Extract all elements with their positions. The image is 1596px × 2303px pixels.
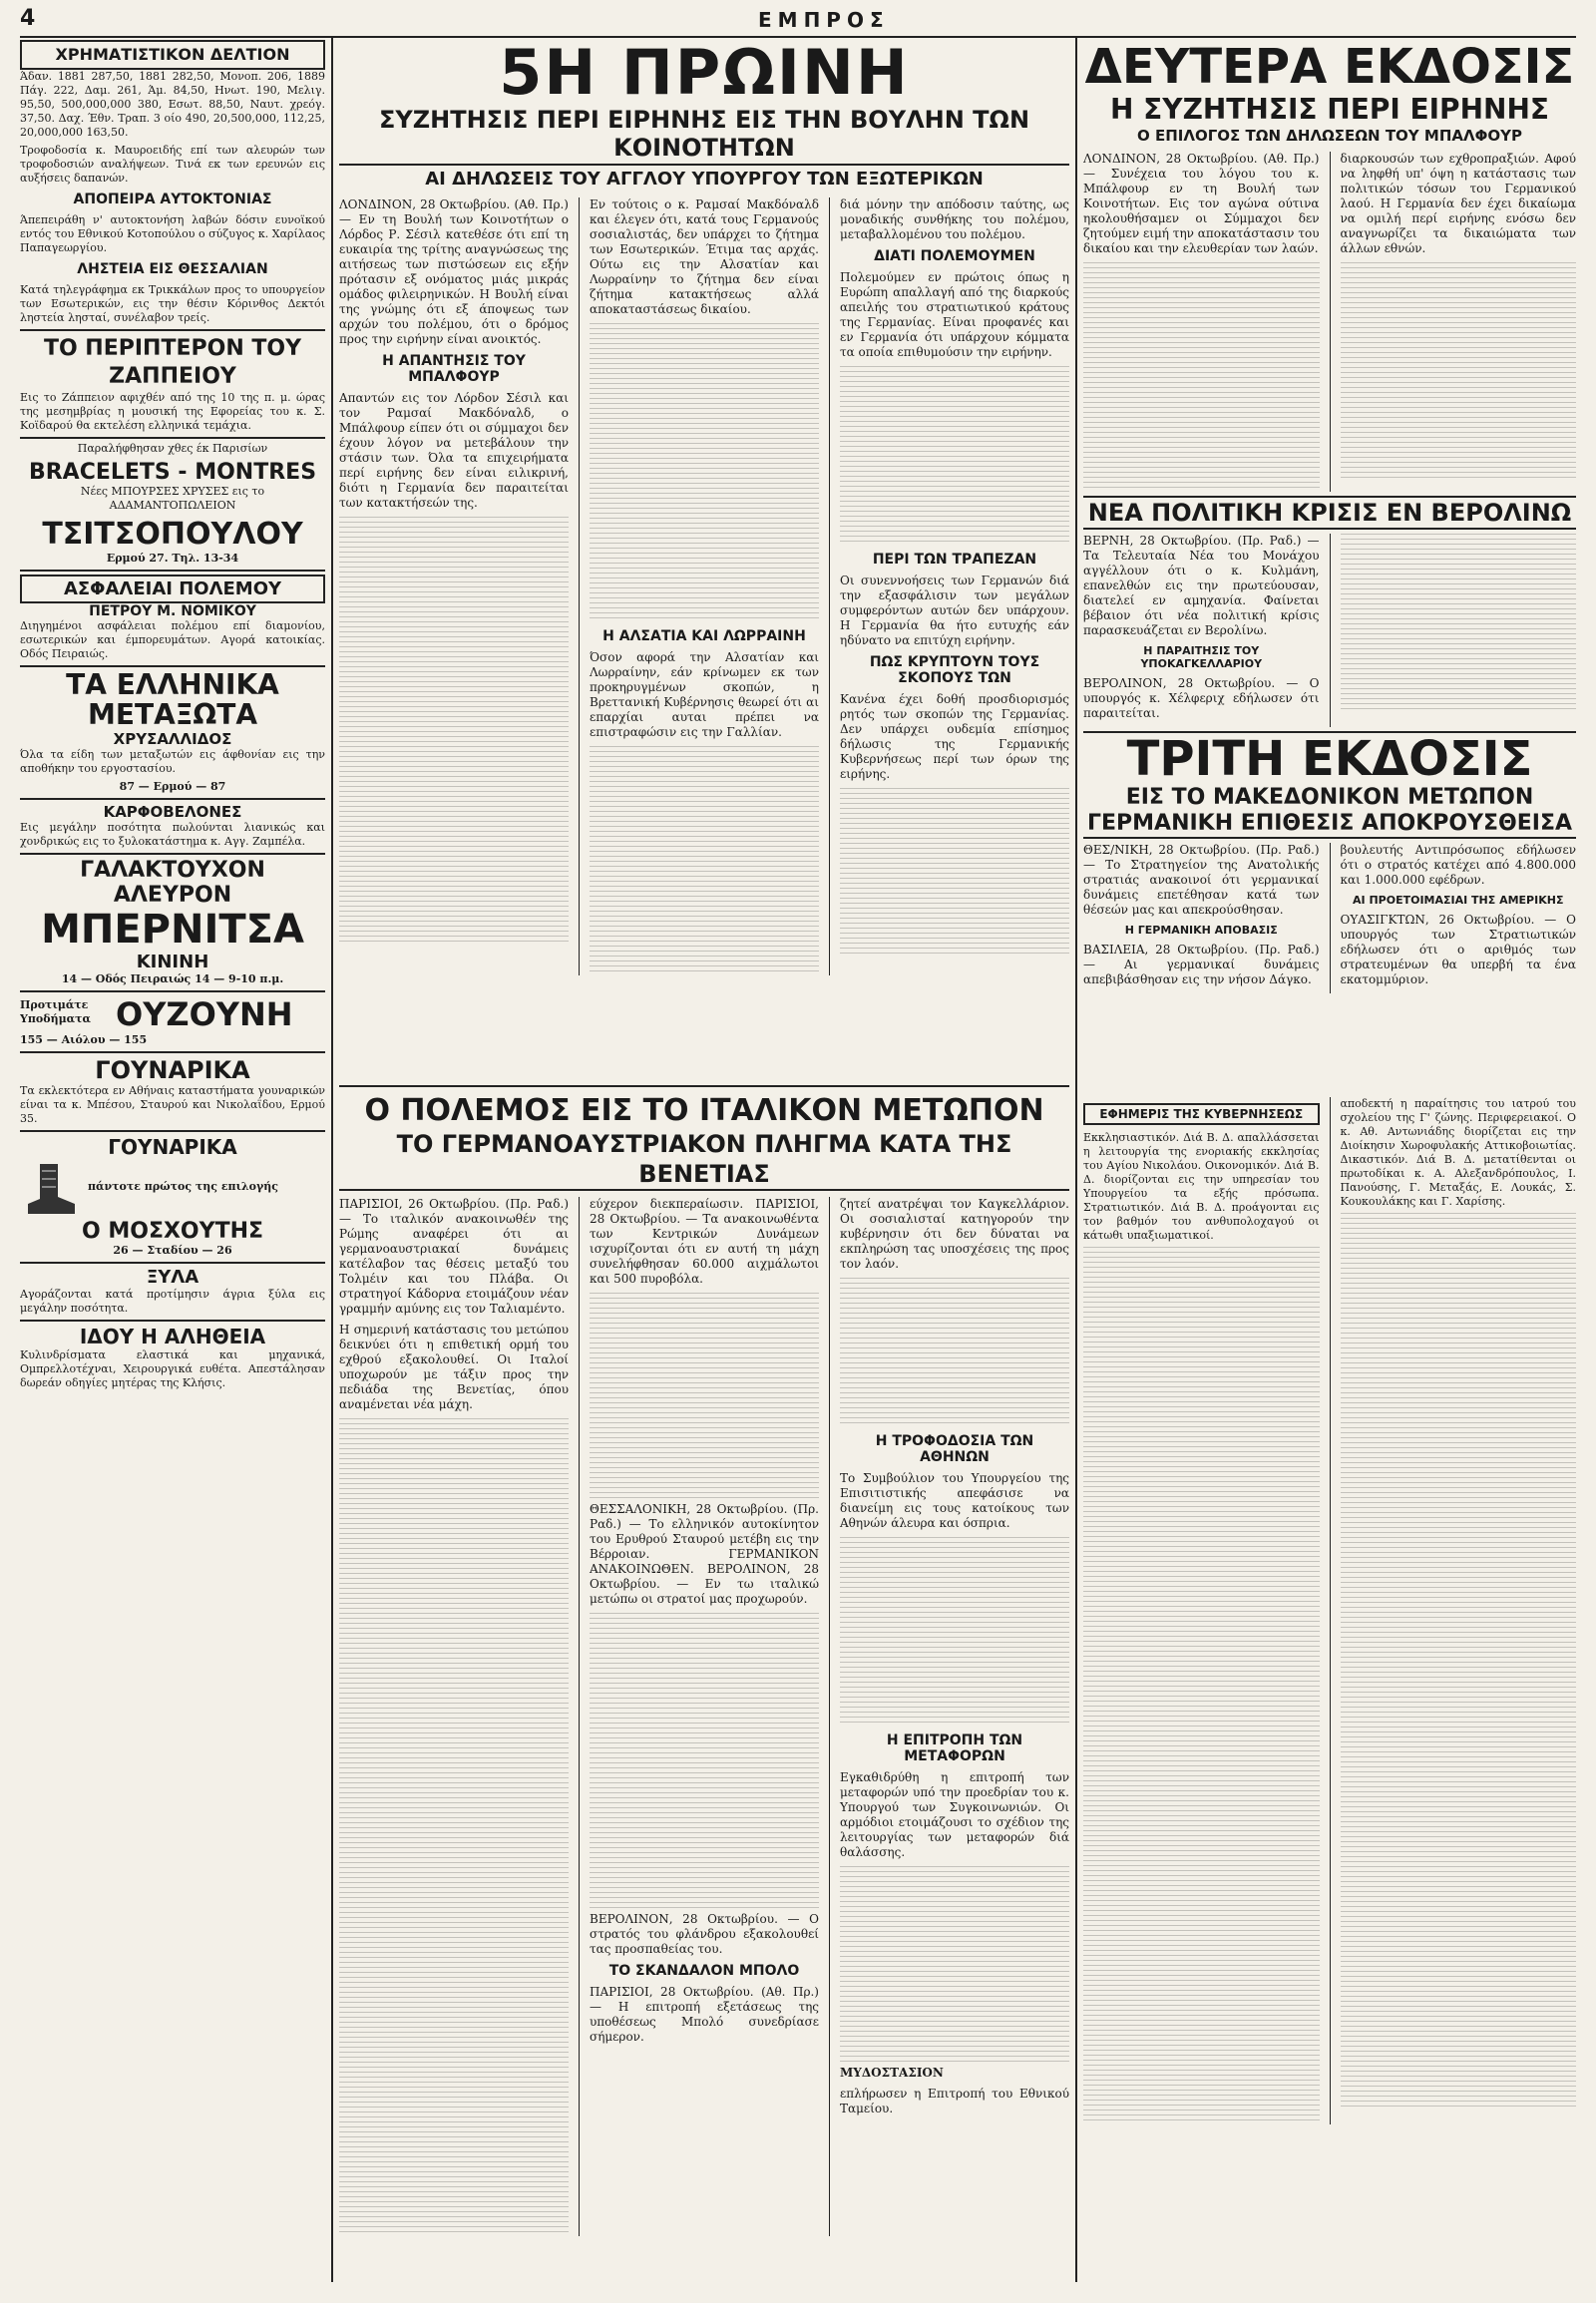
right-top [1083,40,1576,1097]
ad-insurance [20,570,325,661]
front-text: ΘΕΣ/ΝΙΚΗ, 28 Οκτωβρίου. (Πρ. Ραδ.) — Το Στρατηγείον της Ανατολικής στρατιάς ανακοινοί ότι γερμανικαί δυνάμεις επετέθησαν κατά των θέσεών μας και απεκρούσθησαν. [1083,843,1320,917]
ad-milk-brand: ΜΠΕΡΝΙΤΣΑ [41,907,304,953]
center-col3-text1: Πολεμούμεν εν πρώτοις όπως η Ευρώπη απαλλαγή από της διαρκούς απειλής του στρατιωτικού κράτους της Γερμανίας. Είναι προφανές και εν Γερμανία ότι υπάρχουν κόμματα τα οποία επιθυμούσιν την ειρήνην. [840,270,1069,359]
ad-insurance-text: Διηγημένοι ασφάλειαι πολέμου επί διαμονίου, εσωτερικών και έμπορευμάτων. Αγορά κατοικίας. Οδός Πειραιώς. [20,619,325,660]
brief-text: Τροφοδοσία κ. Μαυροειδής επί των αλευρών των τροφοδοσιών αναλήψεων. Τινά εκ των ερευνών εις αυξήσεις δαπανών. [20,144,325,185]
front-text2: βουλευτής Αντιπρόσωπος εδήλωσεν ότι ο στρατός κατέχει από 4.800.000 και 1.000.000 εφέδρων. [1340,843,1576,887]
paper-name: ΕΜΠΡΟΣ [758,8,890,32]
ad-bracelets-text: Νέες ΜΠΟΥΡΣΕΣ ΧΡΥΣΕΣ εις το ΑΔΑΜΑΝΤΟΠΩΛΕΙΟΝ [80,485,265,512]
page-number: 4 [20,6,42,31]
zappeion-text: Εις το Ζάππειον αφιχθέν από της 10 της π. μ. ώρας της μεσημβρίας η μουσική της Εφορείας του κ. Σ. Κοϊδαρού θα εκτελέση ελληνικά τεμάχια. [20,391,325,432]
robbery-text: Κατά τηλεγράφημα εκ Τρικκάλων προς το υπουργείον των Εσωτερικών, εις την θέσιν Κόρινθος Δεκτόι ληστεία λησταί, συνέλαβον τρείς. [20,283,325,324]
ad-wood-text: Αγοράζονται κατά προτίμησιν άγρια ξύλα εις μεγάλην ποσότητα. [20,1288,325,1315]
text-filler [840,1866,1069,2066]
ad-silks-address: 87 — Ερμού — 87 [119,780,226,793]
front-title: ΕΙΣ ΤΟ ΜΑΚΕΔΟΝΙΚΟΝ ΜΕΤΩΠΟΝ [1125,785,1534,810]
crisis-text: ΒΕΡΝΗ, 28 Οκτωβρίου. (Πρ. Ραδ.) — Τα Τελευταία Νέα του Μονάχου αγγέλλουν ότι ο κ. Κυλμάνη, επανελθών εις την πρωτεύουσαν, διατελεί εν αμηχανία. Φαίνεται βέβαιον ότι νέα πολιτική κρίσις παρασκευάζεται εν Βερολίνω. [1083,534,1320,637]
text-filler [840,1537,1069,1727]
center-col2-text: Εν τούτοις ο κ. Ραμσαί Μακδόναλδ και έλεγεν ότι, κατά τους Γερμανούς σοσιαλιστάς, δεν υπάρχει το ζήτημα των Εσωτερικών. Έτιμα τας αρχάς. Ούτω εις την Αλσατίαν και Λωρραίνην το ζήτημα δεν είναι ζήτημα κατακτήσεως αλλά αποκαταστάσεως δικαίου. [590,197,819,316]
gazette-title: ΕΦΗΜΕΡΙΣ ΤΗΣ ΚΥΒΕΡΝΗΣΕΩΣ [1083,1103,1320,1125]
gazette-text2: αποδεκτή η παραίτησις του ιατρού του σχολείου της Γ' ζώνης. Περιφερειακοί. Ο κ. Αθ. Αντωνιάδης διορίζεται εις την Διοίκησιν Χωροφυλακής Αττικοβοιωτίας. Δικαστικόν. Διά Β. Δ. μετατίθενται οι πρωτοδίκαι κ. Α. Αλεξανδρόπουλος, Ι. Πανούσης, Γ. Μεταξάς, Ε. Λουκάς, Σ. Κουκουλάκης και Γ. Χαρίσης. [1340,1097,1576,1208]
center-columns [339,197,1069,975]
italian-front-banner: Ο ΠΟΛΕΜΟΣ ΕΙΣ ΤΟ ΙΤΑΛΙΚΟΝ ΜΕΤΩΠΟΝ [364,1093,1044,1128]
center-top [339,40,1069,1077]
ad-bracelets-note: Παραλήφθησαν χθες έκ Παρισίων [77,442,268,455]
text-filler [339,1418,569,2236]
ad-shoes-left: Προτιμάτε Υποδήματα [20,998,91,1025]
ad-bracelets-address: Ερμού 27. Τηλ. 13-34 [106,552,239,565]
ad-furs2-address: 26 — Σταδίου — 26 [113,1244,232,1257]
ad-insurance-title: ΑΣΦΑΛΕΙΑΙ ΠΟΛΕΜΟΥ [20,575,325,603]
ad-pins [20,798,325,849]
zappeion-title: ΤΟ ΠΕΡΙΠΤΕΡΟΝ ΤΟΥ ΖΑΠΠΕΙΟΥ [20,329,325,391]
text-filler [339,517,569,946]
main-headline: ΣΥΖΗΤΗΣΙΣ ΠΕΡΙ ΕΙΡΗΝΗΣ ΕΙΣ ΤΗΝ ΒΟΥΛΗΝ ΤΩΝ ΚΟΙΝΟΤΗΤΩΝ [339,106,1069,166]
ad-silks-text: Όλα τα είδη των μεταξωτών εις άφθονίαν εις την αποθήκην του εργοστασίου. [20,748,325,775]
center-col-2 [590,197,819,975]
center-col2-text2: Όσον αφορά την Αλσατίαν και Λωρραίνην, εάν κρίνωμεν εκ των προκηρυγμένων σκοπών, η Βρεττανική Κυβέρνησις θεωρεί ότι αι επαρχίαι αυται πρέπει να επιστραφώσιν εις την Γαλλίαν. [590,650,819,739]
ad-wood [20,1262,325,1316]
ad-wood-title: ΞΥΛΑ [146,1267,200,1288]
ad-shoes-address: 155 — Αιόλου — 155 [20,1033,148,1046]
market-title: ΧΡΗΜΑΤΙΣΤΙΚΟΝ ΔΕΛΤΙΟΝ [20,40,325,70]
center-bottom [339,1093,1069,2284]
naval-head: Η ΓΕΡΜΑΝΙΚΗ ΑΠΟΒΑΣΙΣ [1124,924,1278,937]
second-edition-sub: Ο ΕΠΙΛΟΓΟΣ ΤΩΝ ΔΗΛΩΣΕΩΝ ΤΟΥ ΜΠΑΛΦΟΥΡ [1137,127,1522,145]
ad-pins-title: ΚΑΡΦΟΒΕΛΟΝΕΣ [103,803,242,821]
ad-shoes-name: ΟΥΖΟΥΝΗ [116,995,293,1033]
text-filler [1341,262,1577,482]
crisis-title: ΝΕΑ ΠΟΛΙΤΙΚΗ ΚΡΙΣΙΣ ΕΝ ΒΕΡΟΛΙΝΩ [1083,496,1576,530]
center-col-3 [840,197,1069,975]
italian-col2: εύχερον διεκπεραίωσιν. ΠΑΡΙΣΙΟΙ, 28 Οκτωβρίου. — Τα ανακοινωθέντα των Κεντρικών Δυνάμεων ισχυρίζονται ότι εν αυτή τη μάχη συνελήφθησαν 60.000 αιχμάλωτοι και 500 πυροβόλα. [590,1197,819,1286]
boot-illustration-icon [20,1159,80,1219]
ad-furs2-name: Ο ΜΟΣΧΟΥΤΗΣ [81,1219,264,1244]
third-edition-title: ΤΡΙΤΗ ΕΚΔΟΣΙΣ [1083,731,1576,785]
naval-text: ΒΑΣΙΛΕΙΑ, 28 Οκτωβρίου. (Πρ. Ραδ.) — Αι γερμανικαί δυνάμεις απεβιβάσθησαν εις την νήσον Δάγκο. [1083,943,1320,986]
athens-supply-head: Η ΤΡΟΦΟΔΟΣΙΑ ΤΩΝ ΑΘΗΝΩΝ [875,1433,1034,1465]
text-filler [590,323,819,622]
ad-pins-text: Εις μεγάλην ποσότητα πωλούνται λιανικώς και χονδρικώς εις το ξυλοκατάστημα κ. Αγγ. Ζαμπέλα. [20,821,325,848]
text-filler [840,1278,1069,1427]
ad-truth-title: ΙΔΟΥ Η ΑΛΗΘΕΙΑ [79,1325,266,1348]
market-text: Άδαν. 1881 287,50, 1881 282,50, Μονοπ. 206, 1889 Πάγ. 222, Δαμ. 261, Άμ. 84,50, Ηνωτ. 190, Μελιγ. 95,50, 500,000,000 380, Εσωτ. 88,50, Ναυτ. χρεόγ. 37,50. Δαχ. Έθν. Τραπ. 3 οίο 490, 20,500,000, 112,25, 20,000,000 163,50. [20,70,325,139]
ad-silks-title: ΤΑ ΕΛΛΗΝΙΚΑ ΜΕΤΑΞΩΤΑ [66,668,279,731]
ad-milk-address: 14 — Οδός Πειραιώς 14 — 9-10 π.μ. [61,972,284,985]
ad-truth [20,1320,325,1390]
center-col1-head: Η ΑΠΑΝΤΗΣΙΣ ΤΟΥ ΜΠΑΛΦΟΥΡ [382,353,526,385]
column-divider [331,38,333,2282]
italian-col1: ΠΑΡΙΣΙΟΙ, 26 Οκτωβρίου. (Πρ. Ραδ.) — Το ιταλικόν ανακοινωθέν της Ρώμης αναφέρει ότι αι γερμανοαυστριακαί δυνάμεις κατέλαβον τας θέσεις μεταξύ του Τολμέιν και του Πλάβα. Οι στρατηγοί Κάδορνα ετοιμάζουν νέαν γραμμήν αμύνης εις τον Ταλιαμέντο. [339,1197,569,1316]
center-col2-head: Η ΑΛΣΑΤΙΑ ΚΑΙ ΛΩΡΡΑΙΝΗ [602,628,806,644]
center-col1-text2: Απαντών εις τον Λόρδον Σέσιλ και τον Ραμσαί Μακδόναλδ, ο Μπάλφουρ είπεν ότι οι σύμμαχοι δεν έχουν λόγον να μετεβάλουν την στάσιν των. Όλα τα επιχειρήματα περί ειρήνης δεν είναι ειλικρινή, διότι η Γερμανία δεν παραιτείται των κατακτήσεών της. [339,391,569,510]
center-col3-text2: Οι συνεννοήσεις των Γερμανών διά την εξασφάλισιν των μεγάλων συμφερόντων αυτών δεν υπάρχουν. Η Γερμανία θα ήτο ευτυχής εάν ηδύνατο να επιτύχη ειρήνην. [840,574,1069,647]
italian-col2c: ΒΕΡΟΛΙΝΟΝ, 28 Οκτωβρίου. — Ο στρατός του φλάνδρου εξακολουθεί τας προσπαθείας του. [590,1912,819,1956]
center-col3-head3: ΠΩΣ ΚΡΥΠΤΟΥΝ ΤΟΥΣ ΣΚΟΠΟΥΣ ΤΩΝ [869,654,1040,686]
text-filler [1341,534,1577,713]
crisis-head2: Η ΠΑΡΑΙΤΗΣΙΣ ΤΟΥ ΥΠΟΚΑΓΚΕΛΛΑΡΙΟΥ [1140,644,1263,670]
ad-milk-title: ΓΑΛΑΚΤΟΥΧΟΝ ΑΛΕΥΡΟΝ [80,858,265,908]
text-filler [1083,1247,1320,2124]
center-col3-head1: ΔΙΑΤΙ ΠΟΛΕΜΟΥΜΕΝ [874,248,1035,264]
mydostasion-head: ΜΥΔΟΣΤΑΣΙΟΝ [840,2066,944,2080]
america-text: ΟΥΑΣΙΓΚΤΩΝ, 26 Οκτωβρίου. — Ο υπουργός των Στρατιωτικών εδήλωσεν ότι ο αριθμός των στρατευμένων θα υπερβή τα ένα εκατομμύριον. [1340,913,1576,986]
robbery-title: ΛΗΣΤΕΙΑ ΕΙΣ ΘΕΣΣΑΛΙΑΝ [77,261,268,277]
ad-furs-1 [20,1051,325,1126]
sub-headline: ΑΙ ΔΗΛΩΣΕΙΣ ΤΟΥ ΑΓΓΛΟΥ ΥΠΟΥΡΓΟΥ ΤΩΝ ΕΞΩΤΕΡΙΚΩΝ [425,169,984,190]
ad-milk-sub: ΚΙΝΙΝΗ [136,952,209,972]
center-col3-text3: Κανένα έχει δοθή προσδιορισμός ρητός των σκοπών της Γερμανίας. Δεν υπάρχει ουδεμία επίσημος δήλωσις της Γερμανικής Κυβερνήσεως περί των όρων της ειρήνης. [840,692,1069,781]
gazette-text: Εκκλησιαστικόν. Διά Β. Δ. απαλλάσσεται η λειτουργία της ενοριακής εκκλησίας του Αγίου Νικολάου. Οικονομικόν. Διά Β. Δ. διορίζονται εις την υπηρεσίαν του Υπουργείου τα εξής πρόσωπα. Στρατιωτικόν. Διά Β. Δ. προάγονται εις τον βαθμόν του ανθυπολοχαγού οι κάτωθι υπαξιωματικοί. [1083,1131,1320,1242]
italian-col3: ζητεί ανατρέψαι τον Καγκελλάριον. Οι σοσιαλισταί κατηγορούν την κυβέρνησιν ότι δεν δύναται να εκπληρώση τας υποσχέσεις της προς τον λαόν. [840,1197,1069,1271]
athens-supply-text: Το Συμβούλιον του Υπουργείου της Επισιτιστικής απεφάσισε να διανείμη εις τους κατοίκους των Αθηνών άλευρα και όσπρια. [840,1471,1069,1530]
text-filler [590,746,819,975]
italian-col2d: ΠΑΡΙΣΙΟΙ, 28 Οκτωβρίου. (Αθ. Πρ.) — Η επιτροπή εξετάσεως της υποθέσεως Μπολό συνεδρίασε σήμερον. [590,1985,819,2044]
front-headline: ΓΕΡΜΑΝΙΚΗ ΕΠΙΘΕΣΙΣ ΑΠΟΚΡΟΥΣΘΕΙΣΑ [1083,811,1576,839]
text-filler [590,1613,819,1912]
ad-furs2-text: πάντοτε πρώτος της επιλογής [88,1180,278,1193]
bolo-head: ΤΟ ΣΚΑΝΔΑΛΟΝ ΜΠΟΛΟ [608,1963,800,1979]
transport-head: Η ΕΠΙΤΡΟΠΗ ΤΩΝ ΜΕΤΑΦΟΡΩΝ [886,1732,1023,1764]
text-filler [840,366,1069,546]
text-filler [1083,262,1320,492]
ad-bracelets [20,437,325,566]
attack-title: ΑΠΟΠΕΙΡΑ ΑΥΤΟΚΤΟΝΙΑΣ [73,192,272,207]
edition-title: 5Η ΠΡΩΙΝΗ [499,40,910,109]
ad-milk-flour [20,853,325,986]
left-column [20,40,325,2284]
crisis-text2: ΒΕΡΟΛΙΝΟΝ, 28 Οκτωβρίου. — Ο υπουργός κ. Χέλφεριχ εδήλωσεν ότι παραιτείται. [1083,676,1320,720]
mydostasion-text: επλήρωσεν η Επιτροπή του Εθνικού Ταμείου. [840,2087,1069,2115]
second-edition-headline: Η ΣΥΖΗΤΗΣΙΣ ΠΕΡΙ ΕΙΡΗΝΗΣ [1109,93,1549,126]
text-filler [590,1293,819,1502]
ad-furs1-title: ΓΟΥΝΑΡΙΚΑ [95,1056,250,1084]
ad-insurance-sub: ΠΕΤΡΟΥ Μ. ΝΟΜΙΚΟΥ [89,603,256,619]
italian-front-headline: ΤΟ ΓΕΡΜΑΝΟΑΥΣΤΡΙΑΚΟΝ ΠΛΗΓΜΑ ΚΑΤΑ ΤΗΣ ΒΕΝΕΤΙΑΣ [339,1129,1069,1191]
section-rule [339,1085,1069,1087]
ad-truth-text: Κυλινδρίσματα ελαστικά και μηχανικά, Ομπρελλοτέχναι, Χειρουργικά ευθέτα. Απεστάλησαν δωρεάν οδηγίες μητέρας της Κλήσις. [20,1348,325,1389]
ad-bracelets-title: BRACELETS - MONTRES [28,460,317,485]
ad-furs2-title: ΓΟΥΝΑΡΙΚΑ [108,1135,237,1159]
second-edition-text-left: ΛΟΝΔΙΝΟΝ, 28 Οκτωβρίου. (Αθ. Πρ.) — Συνέχεια του λόγου του κ. Μπάλφουρ εν τη Βουλή των Κοινοτήτων. Εις τον αγώνα ούτινα ηκολουθήσαμεν οι Σύμμαχοι δεν ζητούμεν ειμή την αποκατάστασιν του δικαίου και την ελευθερίαν των λαών. [1083,152,1320,255]
ad-bracelets-name: ΤΣΙΤΣΟΠΟΥΛΟΥ [42,517,303,552]
ad-furs1-text: Τα εκλεκτότερα εν Αθήναις καταστήματα γουναρικών είναι τα κ. Μπέσου, Σταυρού και Νικολαΐδου, Ερμού 35. [20,1084,325,1125]
column-divider [1075,38,1077,2282]
second-edition-text-right: διαρκουσών των εχθροπραξιών. Αφού να ληφθή υπ' όψη η κατάστασις των πολιτικών τόσων του Γερμανικού λαού. Η Γερμανία δεν έχει δικαίωμα να ομιλή περί ειρήνης ενόσω δεν αναγνωρίζει τα δικαιώματα των άλλων εθνών. [1340,152,1576,255]
ad-furs-2 [20,1130,325,1258]
center-col-1 [339,197,569,975]
ad-shoes [20,990,325,1033]
second-edition-title: ΔΕΥΤΕΡΑ ΕΚΔΟΣΙΣ [1084,40,1575,95]
transport-text: Εγκαθιδρύθη η επιτροπή των μεταφορών υπό την προεδρίαν του κ. Υπουργού των Συγκοινωνιών. Οι αρμόδιοι ετοιμάζουσι το σχέδιον της λειτουργίας των μεταφορών διά θαλάσσης. [840,1770,1069,1859]
center-col3-text: διά μόνην την απόδοσιν ταύτης, ως μοναδικής συνθήκης του πολέμου, μεταβαλλομένου του πολέμου. [840,197,1069,241]
attack-text: Άπεπειράθη ν' αυτοκτονήση λαβών δόσιν ευνοϊκού εντός του Εθνικού Κοτοπούλου ο σύζυγος κ. Χαρίλαος Παπαγεωργίου. [20,213,325,254]
center-col1-text: ΛΟΝΔΙΝΟΝ, 28 Οκτωβρίου. (Αθ. Πρ.) — Εν τη Βουλή των Κοινοτήτων ο Λόρδος Ρ. Σέσιλ κατεθέσε ότι επί τη ευκαιρία της τρίτης αναγνώσεως της αιτήσεως των πιστώσεων εις εξήν πρότασιν εξ ονόματος μιάς μικράς ομάδος φιλειρηνικών. Η Βουλή είναι της γνώμης ότι εξ άποψεως των αρχών του πολέμου, ότι ο δρόμος προς την ειρήνην είναι ανοικτός. [339,197,569,346]
masthead-rule [20,36,1576,38]
center-col3-head2: ΠΕΡΙ ΤΩΝ ΤΡΑΠΕΖΑΝ [872,552,1037,568]
america-head: ΑΙ ΠΡΟΕΤΟΙΜΑΣΙΑΙ ΤΗΣ ΑΜΕΡΙΚΗΣ [1353,894,1564,907]
ad-silks [20,665,325,794]
right-bottom [1083,1097,1576,2284]
italian-col1b: Η σημερινή κατάστασις του μετώπου δεικνύει ότι η επιθετική ορμή του εχθρού εξακολουθεί. Οι Ιταλοί υποχωρούν με τάξιν προς την πεδιάδα της Βενετίας, όπου αναμένεται νέα μάχη. [339,1323,569,1411]
text-filler [840,788,1069,958]
ad-silks-sub: ΧΡΥΣΑΛΛΙΔΟΣ [113,730,232,748]
text-filler [1341,1213,1577,2111]
italian-col2b: ΘΕΣΣΑΛΟΝΙΚΗ, 28 Οκτωβρίου. (Πρ. Ραδ.) — Το ελληνικόν αυτοκίνητον του Ερυθρού Σταυρού μετέβη εις την Βέρροιαν. ΓΕΡΜΑΝΙΚΟΝ ΑΝΑΚΟΙΝΩΘΕΝ. ΒΕΡΟΛΙΝΟΝ, 28 Οκτωβρίου. — Εν τω ιταλικώ μετώπω οι στρατοί μας προχωρούν. [590,1502,819,1606]
